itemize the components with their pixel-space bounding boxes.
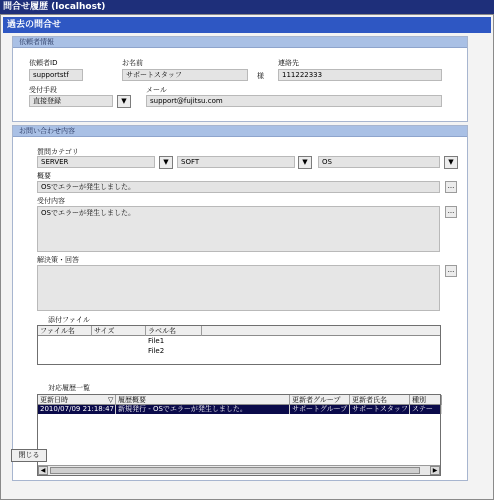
history-header: [38, 395, 440, 405]
solution-more-button[interactable]: ...: [445, 265, 457, 277]
table-row[interactable]: [38, 346, 440, 356]
column-header[interactable]: 更新日時: [38, 395, 116, 405]
page-title: 過去の問合せ: [3, 17, 491, 33]
honorific-label: 様: [257, 72, 264, 80]
column-header[interactable]: 更新者グループ: [290, 395, 350, 405]
category1-dropdown-button[interactable]: [159, 156, 173, 169]
file-size-cell: [92, 346, 146, 356]
person-cell: サポートスタッフ: [350, 405, 410, 414]
chevron-down-icon: ▼: [163, 158, 169, 166]
inquiry-section-title: お問い合わせ内容: [13, 126, 467, 137]
requester-id-field[interactable]: supportstf: [29, 69, 83, 81]
method-label: 受付手段: [29, 86, 57, 94]
method-select[interactable]: 直接登録: [29, 95, 113, 107]
column-header[interactable]: 履歴概要: [116, 395, 290, 405]
history-horizontal-scrollbar[interactable]: [38, 465, 440, 475]
main-frame: [0, 14, 494, 500]
chevron-down-icon: ▼: [302, 158, 308, 166]
solution-label: 解決策・回答: [37, 256, 79, 264]
category2-select[interactable]: SOFT: [177, 156, 295, 168]
close-button[interactable]: 閉じる: [11, 449, 47, 462]
category2-dropdown-button[interactable]: [298, 156, 312, 169]
summary-more-button[interactable]: ...: [445, 181, 457, 193]
name-field[interactable]: サポートスタッフ: [122, 69, 248, 81]
method-dropdown-button[interactable]: [117, 95, 131, 108]
contact-label: 連絡先: [278, 59, 299, 67]
contact-field[interactable]: 111222333: [278, 69, 442, 81]
group-cell: サポートグループ: [290, 405, 350, 414]
summary-field[interactable]: OSでエラーが発生しました。: [37, 181, 440, 193]
arrow-left-icon: ◀: [40, 467, 46, 474]
requester-id-label: 依頼者ID: [29, 59, 58, 67]
requester-section: [12, 36, 468, 122]
name-label: お名前: [122, 59, 143, 67]
scroll-right-button[interactable]: [430, 466, 440, 475]
requester-section-title: 依頼者情報: [13, 37, 467, 48]
summary-cell: 新規発行 - OSでエラーが発生しました。: [116, 405, 290, 414]
chevron-down-icon: ▼: [448, 158, 454, 166]
scroll-left-button[interactable]: [38, 466, 48, 475]
content-textarea[interactable]: OSでエラーが発生しました。: [37, 206, 440, 252]
arrow-right-icon: ▶: [432, 467, 438, 474]
category3-select[interactable]: OS: [318, 156, 440, 168]
file-size-cell: [92, 336, 146, 346]
inquiry-section: [12, 125, 468, 481]
file-name-cell: [38, 336, 92, 346]
attachments-header: [38, 326, 440, 336]
column-header[interactable]: サイズ: [92, 326, 146, 336]
summary-label: 概要: [37, 172, 51, 180]
history-table: [37, 394, 441, 476]
mail-field[interactable]: support@fujitsu.com: [146, 95, 442, 107]
datetime-cell: 2010/07/09 21:18:47: [40, 405, 115, 413]
column-header[interactable]: 種別: [410, 395, 442, 405]
scroll-thumb[interactable]: [50, 467, 420, 474]
kind-cell: ステー: [410, 405, 442, 414]
chevron-down-icon: ▼: [121, 97, 127, 105]
content-label: 受付内容: [37, 197, 65, 205]
content-more-button[interactable]: ...: [445, 206, 457, 218]
mail-label: メール: [146, 86, 167, 94]
category3-dropdown-button[interactable]: [444, 156, 458, 169]
attachments-table: [37, 325, 441, 365]
category1-select[interactable]: SERVER: [37, 156, 155, 168]
attachments-label: 添付ファイル: [48, 316, 90, 324]
file-name-cell: [38, 346, 92, 356]
sort-icon[interactable]: ▽: [108, 396, 114, 404]
column-header[interactable]: ラベル名: [146, 326, 202, 336]
category-label: 質問カテゴリ: [37, 148, 79, 156]
file-label-cell: File1: [148, 337, 165, 345]
file-label-cell: File2: [148, 347, 165, 355]
window-title: 問合せ履歴 (localhost): [0, 0, 494, 14]
column-header[interactable]: ファイル名: [38, 326, 92, 336]
history-label: 対応履歴一覧: [48, 384, 90, 392]
table-row[interactable]: [38, 336, 440, 346]
solution-textarea[interactable]: [37, 265, 440, 311]
table-row[interactable]: [38, 405, 440, 414]
column-header[interactable]: 更新者氏名: [350, 395, 410, 405]
